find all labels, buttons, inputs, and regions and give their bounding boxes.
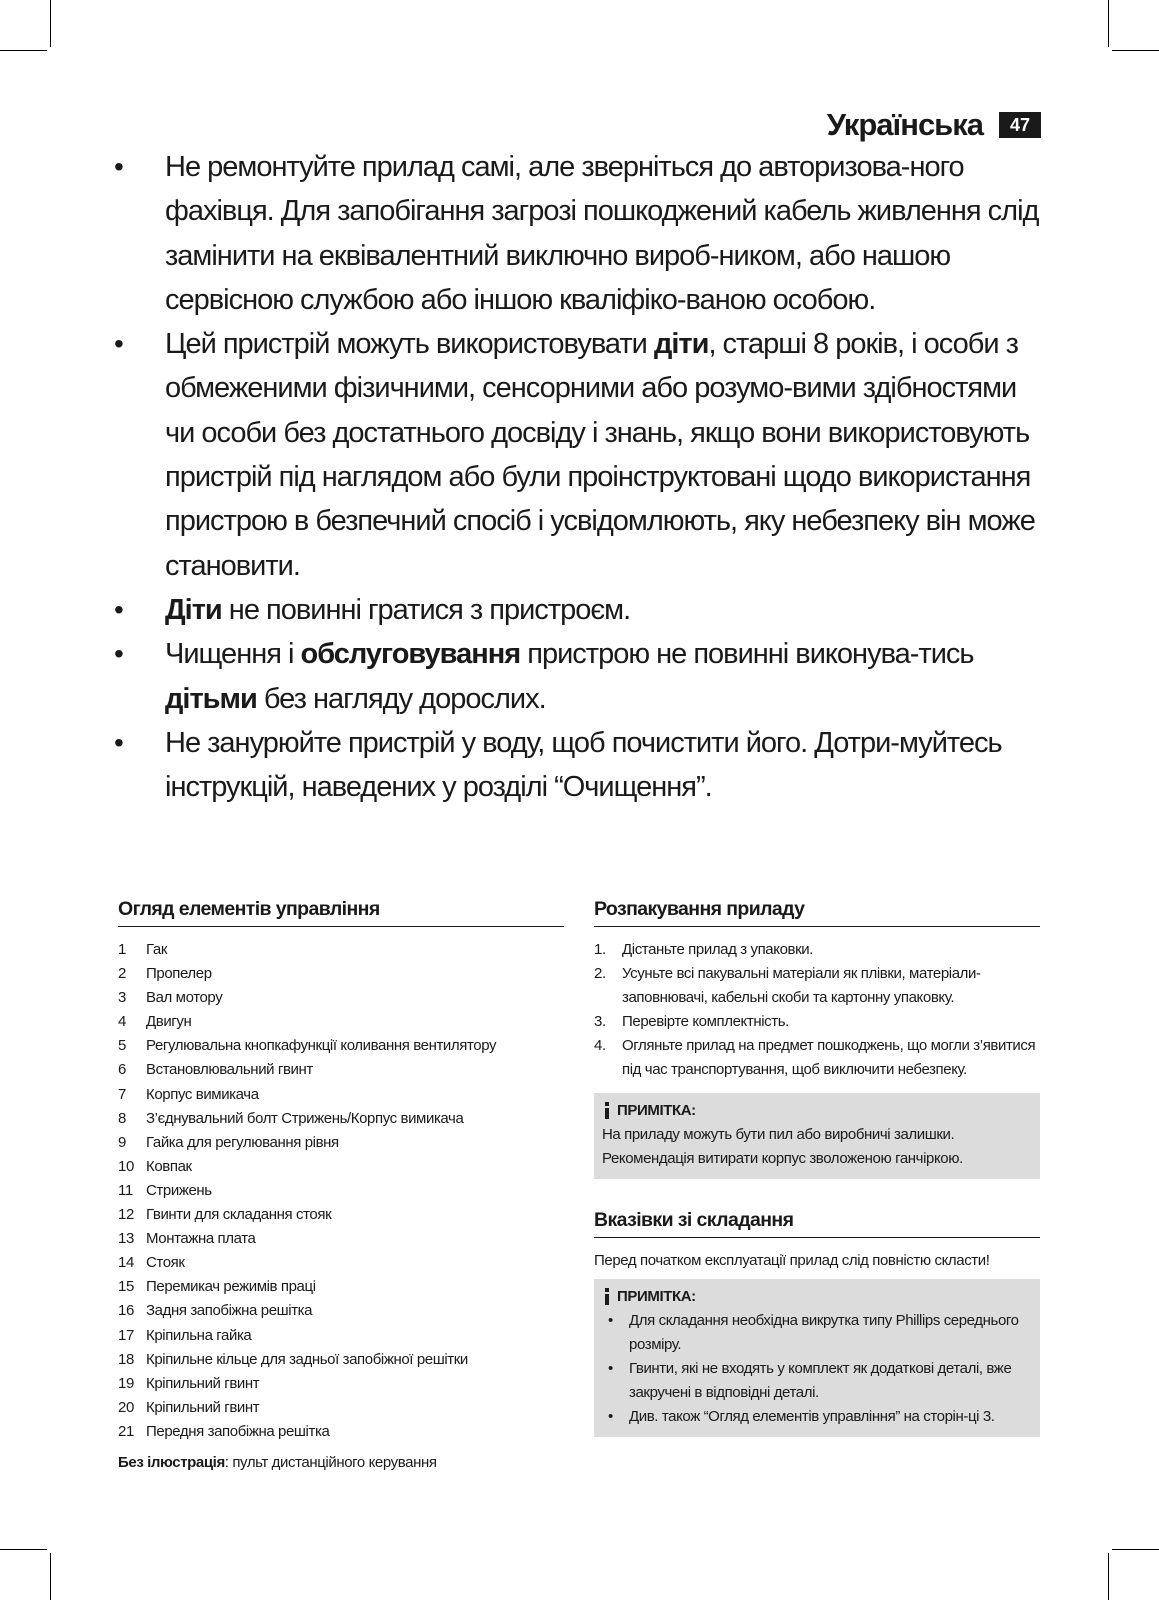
item-number: 21 — [118, 1422, 134, 1440]
item-label: Перемикач режимів праці — [146, 1278, 316, 1296]
item-label: Задня запобіжна решітка — [146, 1302, 313, 1320]
safety-bullet: • Цей пристрій можуть використовувати діти, старші 8 років, і особи з обмеженими фізичними, сенсорними або розумо-вими здібностями чи особи без достатнього досвіду і знань, якщо вони використовують пристрій під наглядом або були проінструктовані щодо використання пристрою в безпечний спосіб і усвідомлюють, яку небезпеку він може становити. — [112, 322, 1047, 588]
item-number: 11 — [118, 1181, 133, 1199]
list-item — [594, 1034, 1040, 1082]
item-label: Корпус вимикача — [146, 1085, 259, 1103]
list-item — [118, 1275, 564, 1299]
language-heading: Українська — [826, 107, 983, 142]
list-item — [594, 1010, 1040, 1034]
item-label: Двигун — [146, 1013, 192, 1031]
list-item — [118, 1299, 564, 1323]
list-item — [118, 1203, 564, 1227]
item-number: 14 — [118, 1254, 134, 1272]
list-item — [118, 1131, 564, 1155]
list-item — [118, 938, 564, 962]
item-label: З’єднувальний болт Стрижень/Корпус вимикача — [146, 1109, 464, 1127]
step-number: 2. — [594, 965, 606, 983]
item-label: Гак — [146, 941, 167, 958]
page-header — [827, 105, 1041, 145]
item-number: 10 — [118, 1157, 134, 1175]
list-item — [118, 1058, 564, 1082]
item-number: 13 — [118, 1230, 134, 1248]
item-label: Вал мотору — [146, 989, 223, 1007]
list-item: • Див. також “Огляд елементів управління” на сторін-ці 3. — [602, 1405, 1030, 1429]
list-item — [118, 1034, 564, 1058]
step-text: Усуньте всі пакувальні матеріали як плівки, матеріали-заповнювачі, кабельні скоби та картонну упаковку. — [622, 965, 981, 1007]
info-icon — [602, 1102, 612, 1119]
list-item — [118, 1010, 564, 1034]
list-item — [118, 1420, 564, 1444]
note-heading: ПРИМІТКА: — [617, 1101, 696, 1119]
item-label: Встановлювальний гвинт — [146, 1061, 313, 1079]
item-label: Пропелер — [146, 965, 212, 983]
list-item — [118, 1372, 564, 1396]
crop-mark — [1108, 0, 1109, 47]
safety-bullet: • Не ремонтуйте прилад самі, але зверніться до авторизова-ного фахівця. Для запобігання загрозі пошкоджений кабель живлення слід замінити на еквівалентний виключно вироб-ником, або нашою сервісною службою або іншою кваліфіко-ваною особою. — [112, 145, 1047, 322]
item-number: 4 — [118, 1013, 126, 1031]
safety-bullet: • Не занурюйте пристрій у воду, щоб почистити його. Дотри-муйтесь інструкцій, наведених у розділі “Очищення”. — [112, 721, 1047, 810]
item-label: Кріпильне кільце для задньої запобіжної решітки — [146, 1350, 468, 1368]
list-item — [118, 1348, 564, 1372]
crop-mark — [1108, 1553, 1109, 1600]
crop-mark — [0, 1549, 47, 1550]
list-item — [118, 1083, 564, 1107]
list-item — [118, 1179, 564, 1203]
item-label: Гайка для регулювання рівня — [146, 1133, 339, 1151]
step-number: 1. — [594, 941, 606, 958]
note-list — [602, 1309, 1030, 1429]
list-item — [594, 938, 1040, 962]
item-number: 19 — [118, 1374, 134, 1392]
list-item — [118, 1396, 564, 1420]
right-column — [594, 898, 1040, 1437]
assembly-intro: Перед початком експлуатації прилад слід повністю скласти! — [594, 1251, 990, 1269]
info-icon — [602, 1288, 612, 1305]
item-label: Передня запобіжна решітка — [146, 1422, 330, 1440]
list-item — [118, 986, 564, 1010]
crop-mark — [0, 50, 47, 51]
item-number: 17 — [118, 1326, 134, 1344]
list-item: • Для складання необхідна викрутка типу Phillips середнього розміру. — [602, 1309, 1030, 1357]
page-number: 47 — [999, 112, 1041, 138]
item-number: 18 — [118, 1350, 134, 1368]
safety-bullet: • Діти не повинні гратися з пристроєм. — [112, 588, 1047, 632]
no-illustration-note: Без ілюстрація: пульт дистанційного керування — [118, 1453, 437, 1471]
item-number: 8 — [118, 1109, 126, 1127]
crop-mark — [50, 0, 51, 47]
crop-mark — [1112, 50, 1159, 51]
item-label: Стояк — [146, 1254, 185, 1272]
crop-mark — [1112, 1549, 1159, 1550]
item-label: Ковпак — [146, 1157, 192, 1175]
note-heading: ПРИМІТКА: — [617, 1287, 696, 1305]
item-label: Гвинти для складання стояк — [146, 1206, 332, 1224]
item-label: Кріпильна гайка — [146, 1326, 252, 1344]
item-number: 7 — [118, 1085, 126, 1103]
list-item — [118, 1155, 564, 1179]
item-number: 20 — [118, 1398, 134, 1416]
step-number: 3. — [594, 1013, 606, 1031]
note-box — [594, 1279, 1040, 1437]
controls-list — [118, 938, 564, 1444]
unpacking-steps — [594, 938, 1040, 1083]
step-text: Огляньте прилад на предмет пошкоджень, що могли з’явитися під час транспортування, щоб виключити небезпеку. — [622, 1037, 1036, 1079]
step-number: 4. — [594, 1037, 606, 1055]
item-number: 15 — [118, 1278, 134, 1296]
item-number: 3 — [118, 989, 126, 1007]
item-label: Регулювальна кнопкафункції коливання вентилятору — [146, 1037, 497, 1055]
crop-mark — [50, 1553, 51, 1600]
step-text: Дістаньте прилад з упаковки. — [622, 941, 813, 958]
item-label: Кріпильний гвинт — [146, 1374, 260, 1392]
item-number: 6 — [118, 1061, 126, 1079]
item-label: Стрижень — [146, 1181, 212, 1199]
section-title: Вказівки зі складання — [594, 1209, 1040, 1238]
list-item — [118, 1324, 564, 1348]
list-item — [118, 1251, 564, 1275]
step-text: Перевірте комплектність. — [622, 1013, 789, 1031]
list-item — [118, 962, 564, 986]
item-number: 1 — [118, 941, 126, 958]
item-number: 9 — [118, 1133, 126, 1151]
item-label: Кріпильний гвинт — [146, 1398, 260, 1416]
list-item — [118, 1227, 564, 1251]
note-text: На приладу можуть бути пил або виробничі залишки. Рекомендація витирати корпус зволоженою ганчіркою. — [602, 1125, 963, 1167]
safety-bullet: • Чищення і обслуговування пристрою не повинні виконува-тись дітьми без нагляду дорослих. — [112, 632, 1047, 721]
section-title: Огляд елементів управління — [118, 898, 564, 927]
item-label: Монтажна плата — [146, 1230, 256, 1248]
list-item — [594, 962, 1040, 1010]
section-title: Розпакування приладу — [594, 898, 1040, 927]
item-number: 16 — [118, 1302, 134, 1320]
safety-list — [112, 145, 1047, 809]
note-box — [594, 1093, 1040, 1179]
list-item — [118, 1107, 564, 1131]
item-number: 5 — [118, 1037, 126, 1055]
controls-overview-section — [118, 898, 564, 1471]
item-number: 2 — [118, 965, 126, 983]
item-number: 12 — [118, 1206, 134, 1224]
list-item: • Гвинти, які не входять у комплект як додаткові деталі, вже закручені в відповідні деталі. — [602, 1357, 1030, 1405]
